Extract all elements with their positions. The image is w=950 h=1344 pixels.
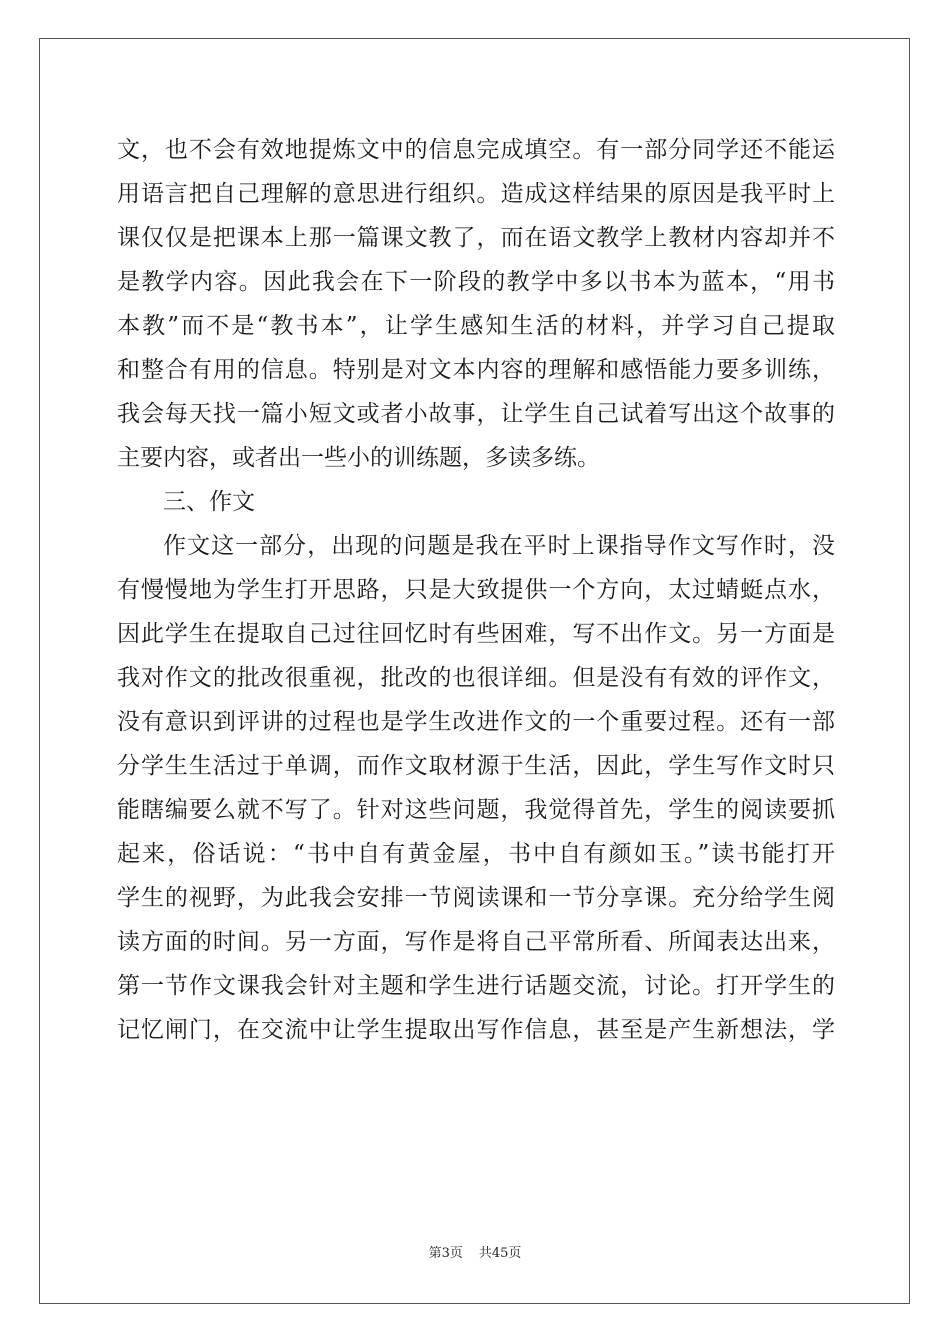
paragraph-line: 我会每天找一篇小短文或者小故事，让学生自己试着写出这个故事的 (117, 401, 835, 427)
page-number: 第3页 (428, 1246, 463, 1261)
paragraph-line: 读方面的时间。另一方面，写作是将自己平常所看、所闻表达出来， (117, 929, 835, 955)
paragraph-line: 用语言把自己理解的意思进行组织。造成这样结果的原因是我平时上 (117, 181, 835, 207)
paragraph-line: 第一节作文课我会针对主题和学生进行话题交流，讨论。打开学生的 (117, 973, 835, 999)
paragraph-line: 文，也不会有效地提炼文中的信息完成填空。有一部分同学还不能运 (117, 137, 835, 163)
paragraph-line: 记忆闸门，在交流中让学生提取出写作信息，甚至是产生新想法，学 (117, 1017, 835, 1043)
paragraph-line: 我对作文的批改很重视，批改的也很详细。但是没有有效的评作文， (117, 665, 835, 691)
document-body (117, 128, 835, 1052)
page-footer (0, 1245, 950, 1263)
paragraph-line: 课仅仅是把课本上那一篇课文教了，而在语文教学上教材内容却并不 (117, 225, 835, 251)
page-total: 共45页 (478, 1246, 522, 1261)
paragraph-line: 本教”而不是“教书本”，让学生感知生活的材料，并学习自己提取 (117, 313, 835, 339)
paragraph-line: 因此学生在提取自己过往回忆时有些困难，写不出作文。另一方面是 (117, 621, 835, 647)
paragraph-line: 学生的视野，为此我会安排一节阅读课和一节分享课。充分给学生阅 (117, 885, 835, 911)
paragraph-line: 分学生生活过于单调，而作文取材源于生活，因此，学生写作文时只 (117, 753, 835, 779)
paragraph-line: 主要内容，或者出一些小的训练题，多读多练。 (117, 445, 600, 471)
paragraph-line: 作文这一部分，出现的问题是我在平时上课指导作文写作时，没 (163, 533, 835, 559)
paragraph-line: 没有意识到评讲的过程也是学生改进作文的一个重要过程。还有一部 (117, 709, 835, 735)
paragraph-line: 起来，俗话说：“书中自有黄金屋，书中自有颜如玉。”读书能打开 (117, 841, 835, 867)
paragraph-line: 是教学内容。因此我会在下一阶段的教学中多以书本为蓝本，“用书 (117, 269, 835, 295)
section-heading: 三、作文 (163, 489, 255, 515)
paragraph-line: 有慢慢地为学生打开思路，只是大致提供一个方向，太过蜻蜓点水， (117, 577, 835, 603)
paragraph-line: 能瞎编要么就不写了。针对这些问题，我觉得首先，学生的阅读要抓 (117, 797, 835, 823)
paragraph-line: 和整合有用的信息。特别是对文本内容的理解和感悟能力要多训练， (117, 357, 835, 383)
